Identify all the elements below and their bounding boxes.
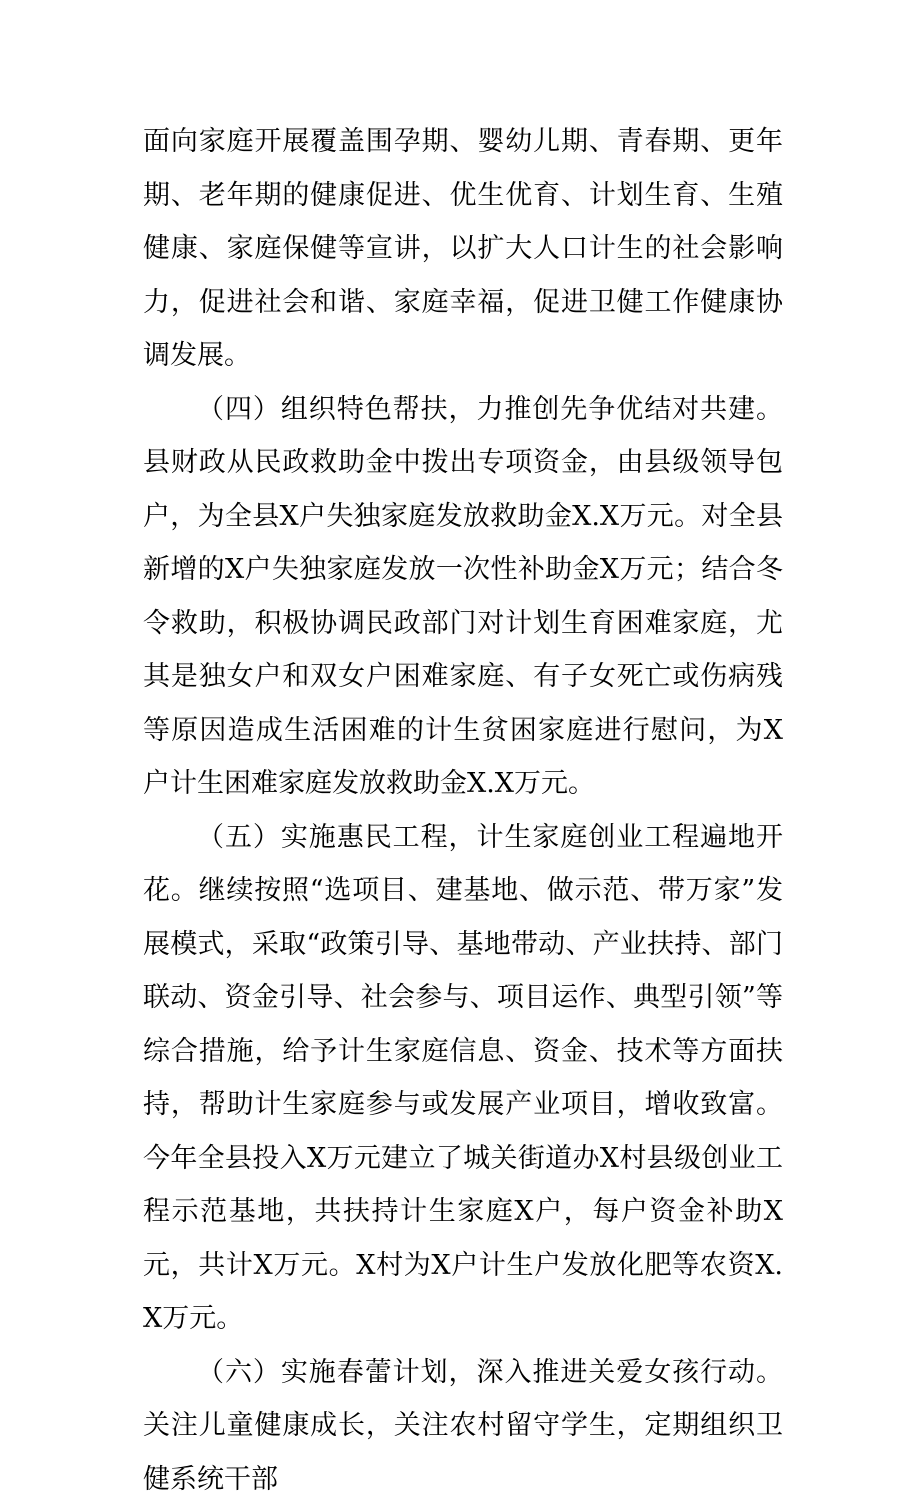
document-body <box>143 115 783 1506</box>
paragraph-health-promotion: 面向家庭开展覆盖围孕期、婴幼儿期、青春期、更年期、老年期的健康促进、优生优育、计划生育、生殖健康、家庭保健等宣讲，以扩大人口计生的社会影响力，促进社会和谐、家庭幸福，促进卫健工作健康协调发展。 <box>143 115 783 383</box>
paragraph-spring-bud-plan: （六）实施春蕾计划，深入推进关爱女孩行动。关注儿童健康成长，关注农村留守学生，定期组织卫健系统干部 <box>143 1346 783 1506</box>
paragraph-special-assistance: （四）组织特色帮扶，力推创先争优结对共建。县财政从民政救助金中拨出专项资金，由县级领导包户，为全县X户失独家庭发放救助金X.X万元。对全县新增的X户失独家庭发放一次性补助金X万元；结合冬令救助，积极协调民政部门对计划生育困难家庭，尤其是独女户和双女户困难家庭、有子女死亡或伤病残等原因造成生活困难的计生贫困家庭进行慰问，为X户计生困难家庭发放救助金X.X万元。 <box>143 383 783 811</box>
paragraph-benefit-project: （五）实施惠民工程，计生家庭创业工程遍地开花。继续按照“选项目、建基地、做示范、带万家”发展模式，采取“政策引导、基地带动、产业扶持、部门联动、资金引导、社会参与、项目运作、典型引领”等综合措施，给予计生家庭信息、资金、技术等方面扶持，帮助计生家庭参与或发展产业项目，增收致富。今年全县投入X万元建立了城关街道办X村县级创业工程示范基地，共扶持计生家庭X户，每户资金补助X元，共计X万元。X村为X户计生户发放化肥等农资X.X万元。 <box>143 811 783 1346</box>
